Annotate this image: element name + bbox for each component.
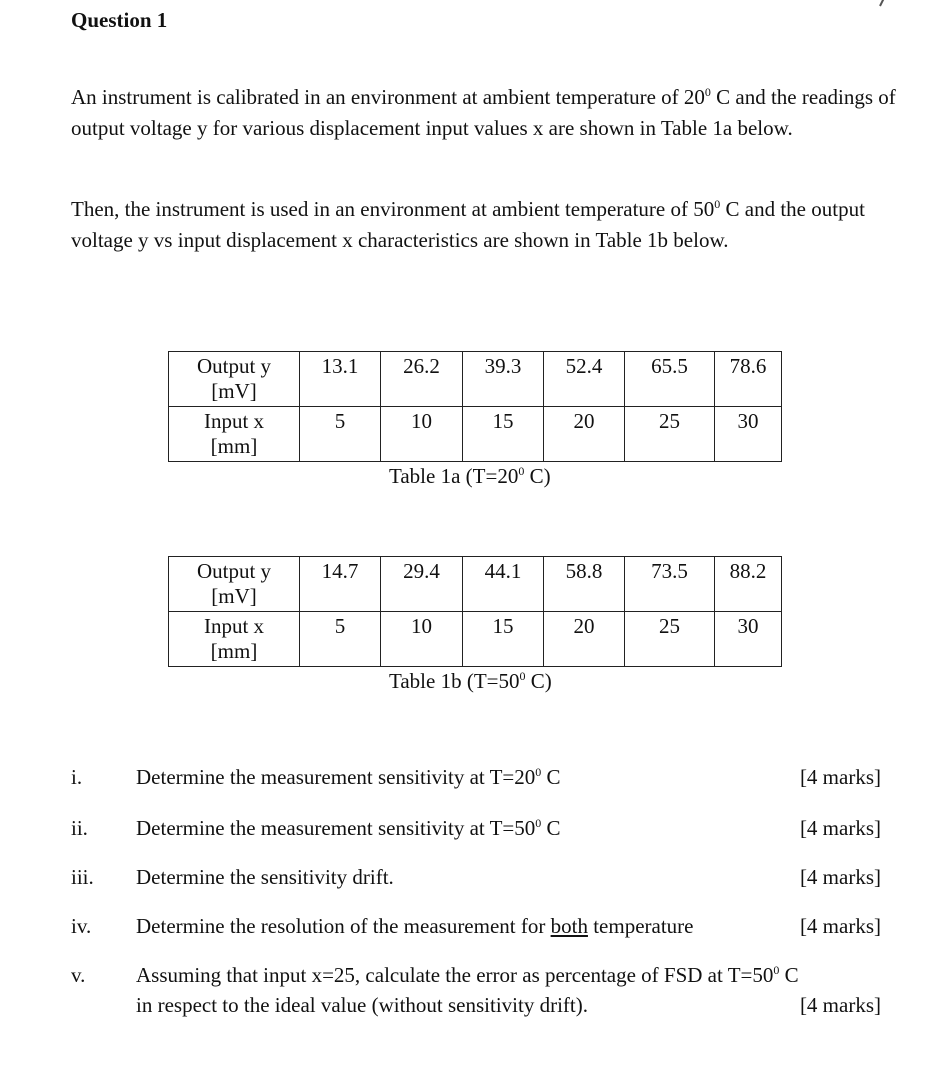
question-number: ii. [71, 816, 88, 840]
table-cell: 26.2 [381, 352, 463, 407]
table-cell: 20 [544, 612, 625, 667]
intro-paragraph: An instrument is calibrated in an environment at ambient temperature of $20^0$ C and the readings of output voltage y for various displacement input values x are shown in Table 1a below. [71, 85, 896, 140]
row-header: Output y [mV] [169, 557, 300, 612]
table-cell: 73.5 [625, 557, 715, 612]
table-cell: 25 [625, 407, 715, 462]
question-text: Determine the measurement sensitivity at $T=20^0$ C [136, 765, 561, 789]
question-number: iii. [71, 865, 94, 889]
table-cell: 88.2 [715, 557, 782, 612]
table-cell: 39.3 [463, 352, 544, 407]
question-number: v. [71, 963, 86, 987]
question-marks: [4 marks] [799, 765, 881, 789]
table-1a-caption: Table 1a ($T=20^0$ C) [389, 464, 551, 488]
table-cell: 30 [715, 612, 782, 667]
table-row-output [169, 352, 782, 407]
question-heading: Question 1 [71, 8, 168, 32]
table-cell: 44.1 [463, 557, 544, 612]
table-cell: 13.1 [300, 352, 381, 407]
row-header: Input x [mm] [169, 407, 300, 462]
table-1a [168, 351, 782, 462]
table-cell: 25 [625, 612, 715, 667]
table-cell: 52.4 [544, 352, 625, 407]
table-cell: 10 [381, 612, 463, 667]
question-item-v [0, 960, 927, 1022]
question-marks: [4 marks] [799, 993, 881, 1017]
table-cell: 65.5 [625, 352, 715, 407]
corner-pen-mark [860, 0, 890, 8]
table-cell: 30 [715, 407, 782, 462]
question-text: Determine the sensitivity drift. [136, 865, 394, 889]
question-text: Determine the measurement sensitivity at $T=50^0$ C [136, 816, 561, 840]
table-row-input [169, 612, 782, 667]
question-text-line-2: in respect to the ideal value (without sensitivity drift). [136, 993, 588, 1017]
underlined-word: both [550, 914, 588, 938]
table-row-output [169, 557, 782, 612]
question-number: i. [71, 765, 83, 789]
table-cell: 15 [463, 612, 544, 667]
question-text: Determine the resolution of the measurement for both temperature [136, 914, 694, 938]
second-paragraph: Then, the instrument is used in an environment at ambient temperature of $50^0$ C and the output voltage y vs input displacement x characteristics are shown in Table 1b below. [71, 197, 865, 252]
question-number: iv. [71, 914, 92, 938]
table-1b [168, 556, 782, 667]
table-1b-caption: Table 1b ($T=50^0$ C) [389, 669, 552, 693]
question-marks: [4 marks] [799, 816, 881, 840]
table-cell: 15 [463, 407, 544, 462]
table-cell: 29.4 [381, 557, 463, 612]
table-cell: 58.8 [544, 557, 625, 612]
table-cell: 20 [544, 407, 625, 462]
row-header: Input x [mm] [169, 612, 300, 667]
table-row-input [169, 407, 782, 462]
table-cell: 14.7 [300, 557, 381, 612]
question-text-line-1: Assuming that input x=25, calculate the error as percentage of FSD at $T=50^0$ C [136, 963, 799, 987]
table-cell: 78.6 [715, 352, 782, 407]
question-marks: [4 marks] [799, 865, 881, 889]
table-cell: 10 [381, 407, 463, 462]
question-marks: [4 marks] [799, 914, 881, 938]
row-header: Output y [mV] [169, 352, 300, 407]
table-cell: 5 [300, 407, 381, 462]
table-cell: 5 [300, 612, 381, 667]
